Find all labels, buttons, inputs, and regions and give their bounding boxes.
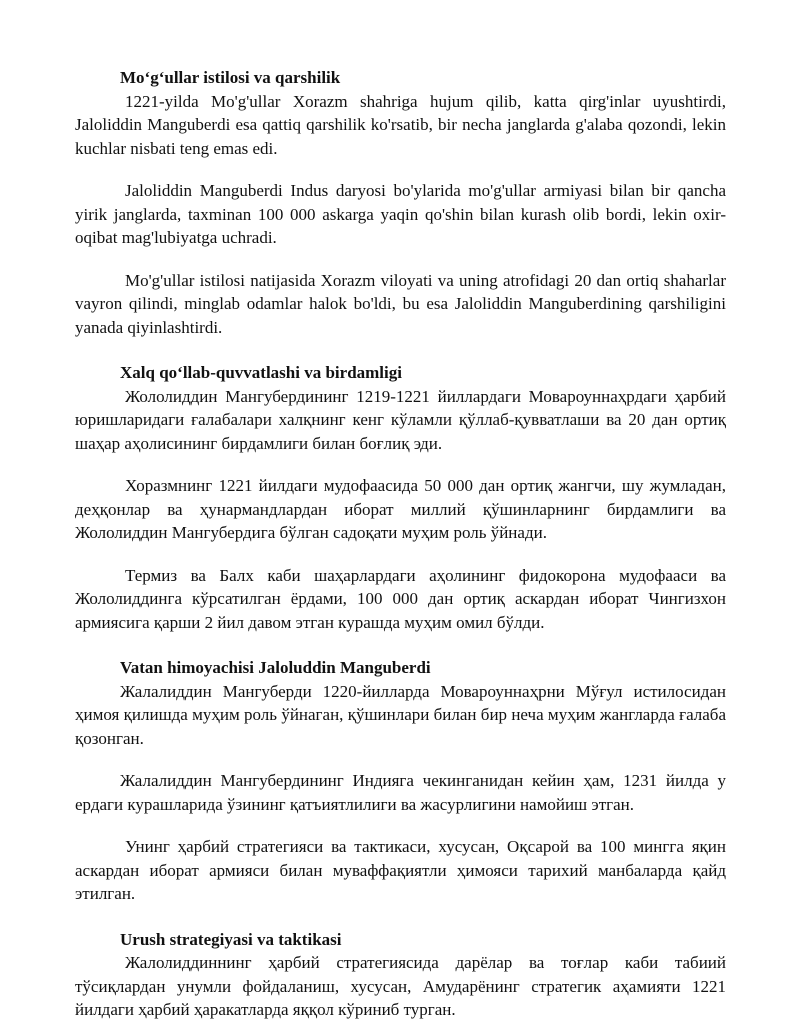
section-heading: Vatan himoyachisi Jaloluddin Manguberdi xyxy=(120,658,431,677)
paragraph-gap xyxy=(75,455,726,474)
paragraph: Jaloliddin Manguberdi Indus daryosi bo'ylarida mo'g'ullar armiyasi bilan bir qancha yirik janglarda, taxminan 100 000 askarga yaqin qo'shin bilan kurash olib bordi, lekin oxir-oqibat mag'lubiyatga uchradi. xyxy=(75,181,726,247)
paragraph: Жалолиддиннинг ҳарбий стратегиясида дарёлар ва тоғлар каби табиий тўсиқлардан унумли фойдаланиш, хусусан, Амударёнинг стратегик аҳамияти 1221 йилдаги ҳарбий ҳаракатларда яққол кўриниб турган. xyxy=(75,953,726,1019)
document-body xyxy=(75,66,726,1022)
paragraph-gap xyxy=(75,750,726,769)
paragraph-gap xyxy=(75,160,726,179)
paragraph: Жалалиддин Мангуберди 1220-йилларда Мовароуннаҳрни Мўғул истилосидан ҳимоя қилишда муҳим роль ўйнаган, қўшинлари билан бир неча муҳим жангларда ғалаба қозонган. xyxy=(75,681,726,748)
section-gap xyxy=(75,634,726,656)
section-heading: Xalq qo‘llab-quvvatlashi va birdamligi xyxy=(120,363,402,382)
paragraph: Жололиддин Мангубердининг 1219-1221 йиллардаги Мовароуннаҳрдаги ҳарбий юришларидаги ғалабалари халқнинг кенг кўламли қўллаб-қувватлаши ва 20 дан ортиқ шаҳар аҳолисининг бирдамлиги билан боғлиқ эди. xyxy=(75,386,726,453)
paragraph: Mo'g'ullar istilosi natijasida Xorazm viloyati va uning atrofidagi 20 dan ortiq shaharlar vayron qilindi, minglab odamlar halok bo'ldi, bu esa Jaloliddin Manguberdining qarshiligini yanada qiyinlashtirdi. xyxy=(75,270,726,337)
paragraph: Термиз ва Балх каби шаҳарлардаги аҳолининг фидокорона мудофааси ва Жололиддинга кўрсатилган ёрдами, 100 000 дан ортиқ аскардан иборат Чингизхон армиясига қарши 2 йил давом этган курашда муҳим омил бўлди. xyxy=(75,565,726,632)
paragraph: Унинг ҳарбий стратегияси ва тактикаси, хусусан, Оқсарой ва 100 мингга яқин аскардан иборат армияси билан муваффақиятли ҳимояси тарихий манбаларда қайд этилган. xyxy=(75,837,726,903)
paragraph-gap xyxy=(75,816,726,835)
paragraph-gap xyxy=(75,250,726,269)
paragraph: Жалалиддин Мангубердининг Индияга чекинганидан кейин ҳам, 1231 йилда у ердаги курашларида ўзининг қатъиятлилиги ва жасурлигини намойиш этган. xyxy=(75,771,726,814)
paragraph: Хоразмнинг 1221 йилдаги мудофаасида 50 000 дан ортиқ жангчи, шу жумладан, деҳқонлар ва ҳунармандлардан иборат миллий қўшинларнинг бирдамлиги ва Жололиддин Мангубердига бўлган садоқати муҳим роль ўйнади. xyxy=(75,476,726,542)
paragraph-gap xyxy=(75,545,726,564)
section-heading: Urush strategiyasi va taktikasi xyxy=(120,929,342,949)
section-heading: Mo‘g‘ullar istilosi va qarshilik xyxy=(120,68,341,87)
section-gap xyxy=(75,906,726,928)
paragraph: 1221-yilda Mo'g'ullar Xorazm shahriga hujum qilib, katta qirg'inlar uyushtirdi, Jaloliddin Manguberdi esa qattiq qarshilik ko'rsatib, bir necha janglarda g'alaba qozondi, lekin kuchlar nisbati teng emas edi. xyxy=(75,91,726,158)
section-gap xyxy=(75,339,726,361)
